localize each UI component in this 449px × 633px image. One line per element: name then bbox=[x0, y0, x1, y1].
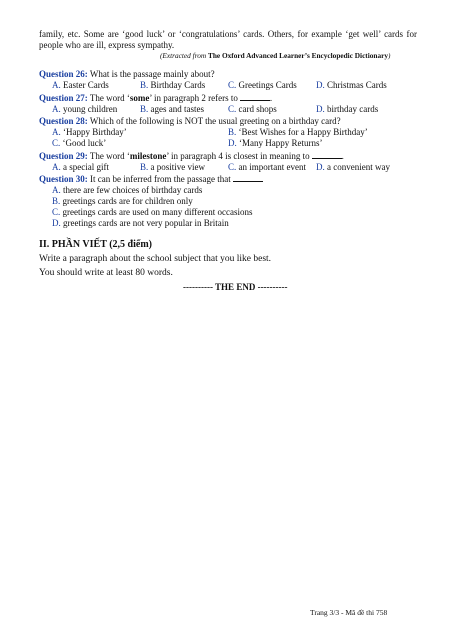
option-letter: C. bbox=[228, 80, 237, 90]
question-text: It can be inferred from the passage that bbox=[90, 174, 231, 184]
option-text: Birthday Cards bbox=[150, 80, 206, 90]
source-citation bbox=[160, 51, 390, 60]
option-27c[interactable] bbox=[228, 104, 277, 115]
option-text: a convenient way bbox=[327, 162, 390, 172]
option-letter: D. bbox=[228, 138, 237, 148]
option-text: ‘Best Wishes for a Happy Birthday’ bbox=[238, 127, 368, 137]
option-letter: A. bbox=[52, 185, 61, 195]
option-30b[interactable] bbox=[52, 196, 193, 207]
question-text-before: The word ‘ bbox=[89, 93, 130, 103]
answer-blank bbox=[233, 174, 263, 182]
option-letter: C. bbox=[52, 207, 61, 217]
option-text: ages and tastes bbox=[150, 104, 204, 114]
question-text: What is the passage mainly about? bbox=[89, 69, 215, 79]
writing-prompt: Write a paragraph about the school subject that you like best. bbox=[39, 254, 272, 264]
option-text: card shops bbox=[238, 104, 277, 114]
option-28b[interactable] bbox=[228, 127, 368, 138]
question-text: Which of the following is NOT the usual greeting on a birthday card? bbox=[89, 116, 341, 126]
option-text: a positive view bbox=[150, 162, 206, 172]
option-text: ‘Happy Birthday’ bbox=[63, 127, 127, 137]
option-text: Greetings Cards bbox=[238, 80, 297, 90]
question-keyword: some bbox=[129, 93, 150, 103]
option-26c[interactable] bbox=[228, 80, 297, 91]
option-text: greetings cards are not very popular in Britain bbox=[63, 218, 229, 228]
option-text: greetings cards are used on many different occasions bbox=[62, 207, 253, 217]
option-27b[interactable] bbox=[140, 104, 204, 115]
question-29: Question 29: The word ‘milestone’ in paragraph 4 is closest in meaning to . bbox=[39, 151, 344, 161]
option-text: an important event bbox=[238, 162, 306, 172]
question-label: Question 30: bbox=[39, 174, 88, 184]
option-letter: C. bbox=[228, 104, 237, 114]
question-label: Question 28: bbox=[39, 116, 88, 126]
question-label: Question 29: bbox=[39, 151, 88, 161]
option-letter: B. bbox=[140, 162, 149, 172]
option-letter: B. bbox=[228, 127, 237, 137]
option-30d[interactable] bbox=[52, 218, 229, 229]
option-29a[interactable] bbox=[52, 162, 109, 173]
question-keyword: milestone bbox=[129, 151, 167, 161]
option-letter: D. bbox=[316, 104, 325, 114]
option-text: Easter Cards bbox=[63, 80, 109, 90]
option-letter: C. bbox=[52, 138, 61, 148]
option-letter: A. bbox=[52, 104, 61, 114]
option-28d[interactable] bbox=[228, 138, 322, 149]
writing-requirement: You should write at least 80 words. bbox=[39, 268, 173, 278]
option-letter: B. bbox=[140, 104, 149, 114]
option-text: ‘Good luck’ bbox=[62, 138, 107, 148]
source-prefix: (Extracted from bbox=[160, 51, 208, 60]
source-suffix: ) bbox=[388, 51, 391, 60]
option-letter: A. bbox=[52, 80, 61, 90]
option-letter: A. bbox=[52, 162, 61, 172]
option-29d[interactable] bbox=[316, 162, 390, 173]
option-28c[interactable] bbox=[52, 138, 106, 149]
question-text-after: ’ in paragraph 2 refers to bbox=[149, 93, 238, 103]
option-text: ‘Many Happy Returns’ bbox=[239, 138, 323, 148]
question-text-before: The word ‘ bbox=[89, 151, 130, 161]
answer-blank bbox=[240, 93, 270, 101]
option-30c[interactable] bbox=[52, 207, 253, 218]
option-29b[interactable] bbox=[140, 162, 205, 173]
option-letter: B. bbox=[52, 196, 61, 206]
question-text-after: ’ in paragraph 4 is closest in meaning to bbox=[166, 151, 310, 161]
option-26b[interactable] bbox=[140, 80, 205, 91]
option-letter: D. bbox=[52, 218, 61, 228]
option-27d[interactable] bbox=[316, 104, 378, 115]
option-27a[interactable] bbox=[52, 104, 117, 115]
option-letter: A. bbox=[52, 127, 61, 137]
option-letter: D. bbox=[316, 80, 325, 90]
answer-blank bbox=[312, 151, 342, 159]
option-30a[interactable] bbox=[52, 185, 202, 196]
option-28a[interactable] bbox=[52, 127, 127, 138]
question-27: Question 27: The word ‘some’ in paragraph 2 refers to . bbox=[39, 93, 273, 103]
option-26a[interactable] bbox=[52, 80, 109, 91]
option-text: young children bbox=[63, 104, 118, 114]
question-label: Question 26: bbox=[39, 69, 88, 79]
option-letter: B. bbox=[140, 80, 149, 90]
option-26d[interactable] bbox=[316, 80, 387, 91]
question-28 bbox=[39, 116, 341, 127]
question-26 bbox=[39, 69, 215, 80]
option-letter: C. bbox=[228, 162, 237, 172]
option-text: greetings cards are for children only bbox=[62, 196, 193, 206]
option-29c[interactable] bbox=[228, 162, 306, 173]
option-text: a special gift bbox=[63, 162, 109, 172]
option-letter: D. bbox=[316, 162, 325, 172]
option-text: birthday cards bbox=[327, 104, 379, 114]
the-end-marker: ---------- THE END ---------- bbox=[183, 282, 288, 292]
option-text: Christmas Cards bbox=[327, 80, 387, 90]
page-footer: Trang 3/3 - Mã đề thi 758 bbox=[310, 608, 388, 617]
question-label: Question 27: bbox=[39, 93, 88, 103]
source-title: The Oxford Advanced Learner’s Encyclopedic Dictionary bbox=[207, 51, 389, 60]
option-text: there are few choices of birthday cards bbox=[63, 185, 203, 195]
writing-section-heading: II. PHẦN VIẾT (2,5 điểm) bbox=[39, 239, 152, 250]
question-30 bbox=[39, 174, 263, 185]
passage-ending: family, etc. Some are ‘good luck’ or ‘congratulations’ cards. Others, for example ‘get well’ cards for people who are ill, express sympathy. bbox=[39, 29, 417, 50]
